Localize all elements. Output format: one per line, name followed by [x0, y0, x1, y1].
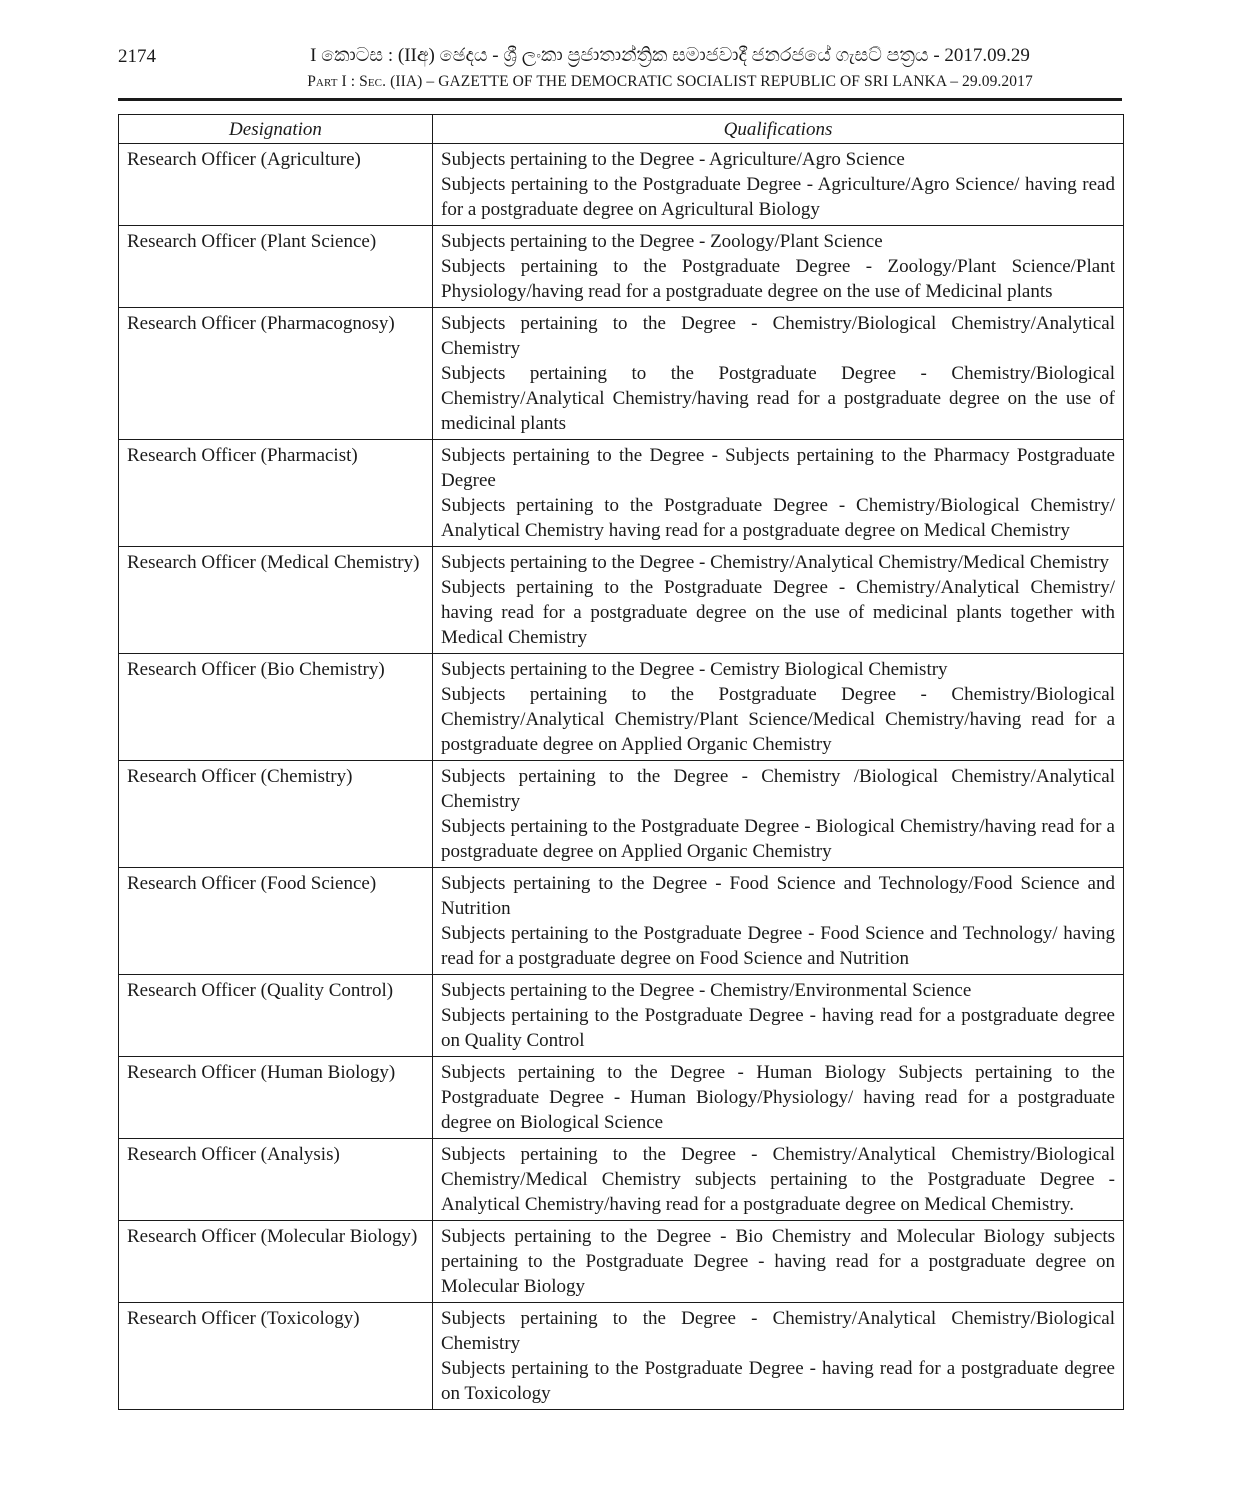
qualifications-cell [433, 1221, 1124, 1303]
degree-requirement: Subjects pertaining to the Degree - Chemistry/Environmental Science [441, 980, 972, 1001]
designation-cell: Research Officer (Human Biology) [119, 1057, 433, 1139]
designation-cell: Research Officer (Medical Chemistry) [119, 547, 433, 654]
designation-cell: Research Officer (Food Science) [119, 868, 433, 975]
postgraduate-requirement: Subjects pertaining to the Postgraduate Degree - Chemistry/Analytical Chemistry/ having read for a postgraduate degree on the use of medicinal plants together with Medical Chemistry [441, 577, 1115, 648]
qualifications-cell [433, 761, 1124, 868]
degree-requirement: Subjects pertaining to the Degree - Chemistry/Analytical Chemistry/Medical Chemistry [441, 552, 1110, 573]
degree-requirement: Subjects pertaining to the Degree - Zoology/Plant Science [441, 231, 883, 252]
postgraduate-requirement: Subjects pertaining to the Postgraduate Degree - having read for a postgraduate degree on Toxicology [441, 1358, 1115, 1404]
qualifications-cell [433, 226, 1124, 308]
gazette-title-sinhala: I කොටස : (IIඅ) ඡෙදය - ශ්‍රී ලංකා ප්‍රජාතාන්ත්‍රික සමාජවාදී ජනරජයේ ගැසට් පත්‍රය - 2017.09.29 [310, 45, 1030, 66]
degree-requirement: Subjects pertaining to the Degree - Agriculture/Agro Science [441, 149, 905, 170]
postgraduate-requirement: Subjects pertaining to the Postgraduate Degree - Agriculture/Agro Science/ having read for a postgraduate degree on Agricultural Biology [441, 174, 1115, 220]
table-row [119, 440, 1124, 547]
qualifications-cell [433, 1139, 1124, 1221]
degree-requirement: Subjects pertaining to the Degree - Chemistry/Analytical Chemistry/Biological Chemistry/Medical Chemistry subjects pertaining to the Postgraduate Degree - Analytical Chemistry/having read for a postgraduate degree on Medical Chemistry. [441, 1144, 1115, 1215]
table-header-row [119, 115, 1124, 144]
qualifications-table [118, 114, 1124, 1410]
qualifications-cell [433, 1303, 1124, 1410]
table-row [119, 144, 1124, 226]
table-row [119, 1303, 1124, 1410]
postgraduate-requirement: Subjects pertaining to the Postgraduate Degree - having read for a postgraduate degree on Quality Control [441, 1005, 1115, 1051]
designation-cell: Research Officer (Molecular Biology) [119, 1221, 433, 1303]
column-header-designation: Designation [119, 115, 433, 144]
qualifications-cell [433, 654, 1124, 761]
qualifications-cell [433, 440, 1124, 547]
qualifications-cell [433, 975, 1124, 1057]
designation-cell: Research Officer (Bio Chemistry) [119, 654, 433, 761]
header-divider [118, 98, 1122, 101]
postgraduate-requirement: Subjects pertaining to the Postgraduate Degree - Chemistry/Biological Chemistry/ Analytical Chemistry having read for a postgraduate degree on Medical Chemistry [441, 495, 1115, 541]
designation-cell: Research Officer (Toxicology) [119, 1303, 433, 1410]
degree-requirement: Subjects pertaining to the Degree - Food Science and Technology/Food Science and Nutrition [441, 873, 1115, 919]
table-row [119, 1057, 1124, 1139]
degree-requirement: Subjects pertaining to the Degree - Chemistry /Biological Chemistry/Analytical Chemistry [441, 766, 1115, 812]
degree-requirement: Subjects pertaining to the Degree - Cemistry Biological Chemistry [441, 659, 948, 680]
postgraduate-requirement: Subjects pertaining to the Postgraduate Degree - Chemistry/Biological Chemistry/Analytical Chemistry/Plant Science/Medical Chemistry/having read for a postgraduate degree on Applied Organic Chemistry [441, 684, 1115, 755]
postgraduate-requirement: Subjects pertaining to the Postgraduate Degree - Zoology/Plant Science/Plant Physiology/having read for a postgraduate degree on the use of Medicinal plants [441, 256, 1115, 302]
qualifications-cell [433, 144, 1124, 226]
qualifications-cell [433, 308, 1124, 440]
qualifications-cell [433, 1057, 1124, 1139]
designation-cell: Research Officer (Chemistry) [119, 761, 433, 868]
degree-requirement: Subjects pertaining to the Degree - Subjects pertaining to the Pharmacy Postgraduate Degree [441, 445, 1115, 491]
degree-requirement: Subjects pertaining to the Degree - Human Biology Subjects pertaining to the Postgraduate Degree - Human Biology/Physiology/ having read for a postgraduate degree on Biological Science [441, 1062, 1115, 1133]
table-row [119, 1139, 1124, 1221]
designation-cell: Research Officer (Quality Control) [119, 975, 433, 1057]
designation-cell: Research Officer (Pharmacist) [119, 440, 433, 547]
gazette-title-english-rest: (IIA) – GAZETTE OF THE DEMOCRATIC SOCIALIST REPUBLIC OF SRI LANKA – 29.09.2017 [390, 73, 1033, 90]
postgraduate-requirement: Subjects pertaining to the Postgraduate Degree - Biological Chemistry/having read for a postgraduate degree on Applied Organic Chemistry [441, 816, 1115, 862]
page-number: 2174 [118, 46, 156, 67]
table-row [119, 975, 1124, 1057]
table-row [119, 868, 1124, 975]
gazette-part-section: Part I : Sec. [307, 73, 387, 90]
column-header-qualifications: Qualifications [433, 115, 1124, 144]
degree-requirement: Subjects pertaining to the Degree - Chemistry/Biological Chemistry/Analytical Chemistry [441, 313, 1115, 359]
table-row [119, 654, 1124, 761]
table-row [119, 1221, 1124, 1303]
designation-cell: Research Officer (Pharmacognosy) [119, 308, 433, 440]
designation-cell: Research Officer (Analysis) [119, 1139, 433, 1221]
gazette-title-english [200, 73, 1140, 91]
table-row [119, 226, 1124, 308]
postgraduate-requirement: Subjects pertaining to the Postgraduate Degree - Chemistry/Biological Chemistry/Analytical Chemistry/having read for a postgraduate degree on the use of medicinal plants [441, 363, 1115, 434]
qualifications-cell [433, 547, 1124, 654]
postgraduate-requirement: Subjects pertaining to the Postgraduate Degree - Food Science and Technology/ having read for a postgraduate degree on Food Science and Nutrition [441, 923, 1115, 969]
table-row [119, 308, 1124, 440]
qualifications-cell [433, 868, 1124, 975]
table-row [119, 761, 1124, 868]
designation-cell: Research Officer (Plant Science) [119, 226, 433, 308]
designation-cell: Research Officer (Agriculture) [119, 144, 433, 226]
degree-requirement: Subjects pertaining to the Degree - Bio Chemistry and Molecular Biology subjects pertaining to the Postgraduate Degree - having read for a postgraduate degree on Molecular Biology [441, 1226, 1115, 1297]
degree-requirement: Subjects pertaining to the Degree - Chemistry/Analytical Chemistry/Biological Chemistry [441, 1308, 1115, 1354]
table-row [119, 547, 1124, 654]
